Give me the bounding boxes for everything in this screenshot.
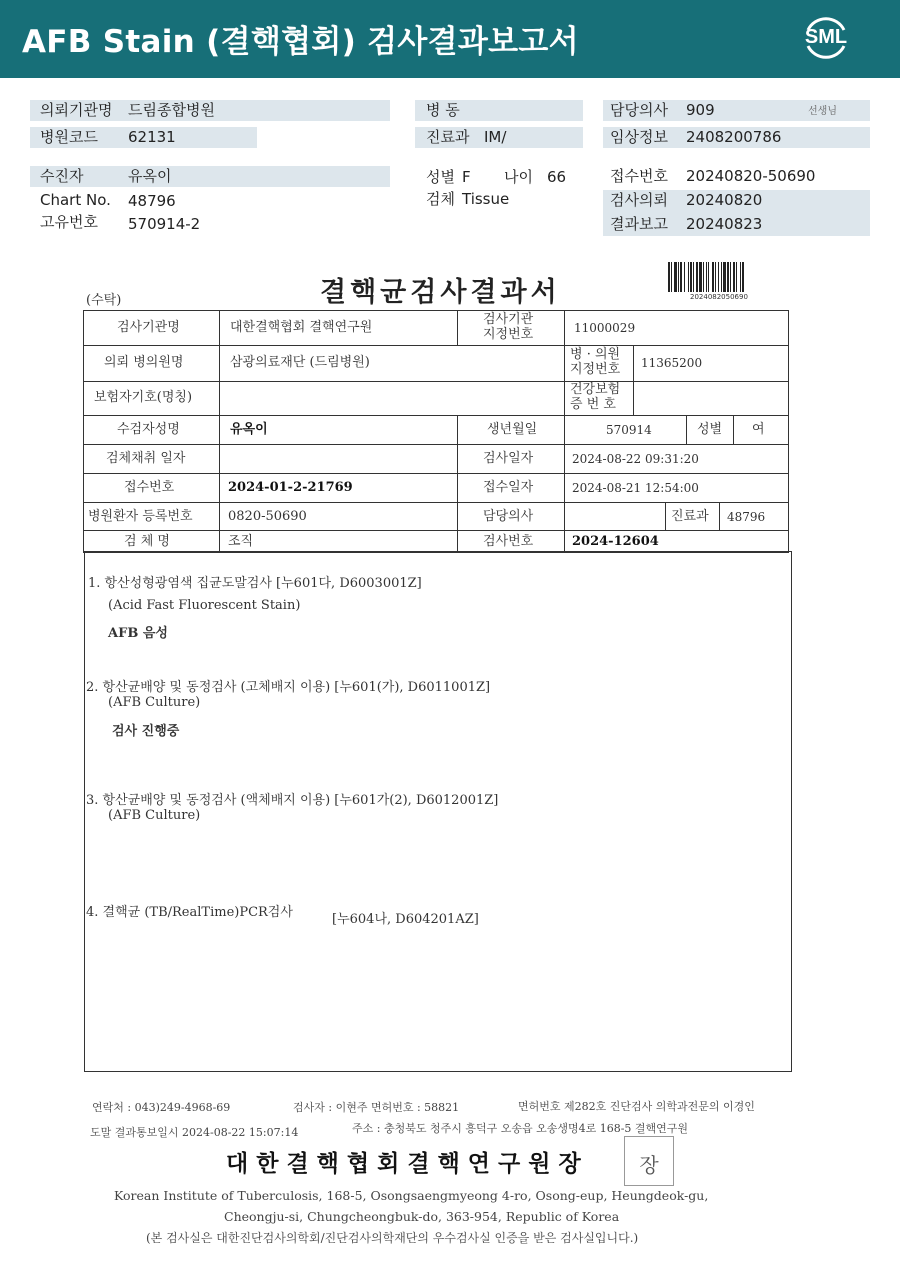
footer-cert: (본 검사실은 대한진단검사의학회/진단검사의학재단의 우수검사실 인증을 받은 검사실입니다.) [146,1231,639,1245]
r5-label2: 검사일자 [483,451,534,466]
test3-subtitle: (AFB Culture) [108,808,201,823]
sml-logo [800,12,852,64]
footer-address-en1: Korean Institute of Tuberculosis, 168-5, Osongsaengmyeong 4-ro, Osong-eup, Heungdeok-gu, [114,1188,709,1203]
org-label: 의뢰기관명 [40,101,113,119]
code-label: 병원코드 [40,128,98,146]
id-value: 570914-2 [128,215,201,233]
test1-result: AFB 음성 [108,626,168,641]
r5-label: 검체채취 일자 [106,451,186,466]
r4-value: 유옥이 [230,422,268,437]
r6-value: 2024-01-2-21769 [228,480,353,495]
r4-value3: 여 [752,422,765,437]
barcode-number: 2024082050690 [690,293,748,301]
test1-subtitle: (Acid Fast Fluorescent Stain) [108,598,301,613]
r8-label2: 검사번호 [483,534,534,549]
id-label: 고유번호 [40,213,98,231]
test4-code: [누604나, D604201AZ] [332,912,479,927]
r3-label2b: 증 번 호 [570,397,616,412]
age-value: 66 [547,168,567,186]
r1-label2a: 검사기관 [483,312,534,327]
footer-tester: 검사자 : 이현주 면허번호 : 58821 [293,1101,460,1114]
ward-label: 병 동 [426,101,460,119]
r8-value2: 2024-12604 [572,534,659,549]
logo-text: SML [804,26,848,48]
r2-label2b: 지정번호 [570,362,621,377]
clinical-label: 임상정보 [610,128,668,146]
r2-label2a: 병 · 의원 [570,347,621,362]
report-label: 결과보고 [610,215,668,233]
footer-address-kr: 주소 : 충청북도 청주시 흥덕구 오송읍 오송생명4로 168-5 결핵연구원 [352,1122,689,1135]
org-value: 드림종합병원 [128,101,215,119]
sex-label: 성별 [426,168,455,186]
patient-value: 유옥이 [128,167,172,185]
test3-title: 3. 항산균배양 및 동정검사 (액체배지 이용) [누601가(2), D6012001Z] [86,793,499,808]
r1-label2b: 지정번호 [483,327,534,342]
test1-title: 1. 항산성형광염색 집균도말검사 [누601다, D6003001Z] [88,576,422,591]
test2-subtitle: (AFB Culture) [108,695,201,710]
report-header [0,0,900,78]
official-seal [624,1136,674,1186]
r6-label: 접수번호 [124,480,175,495]
patient-label: 수진자 [40,167,84,185]
test4-title: 4. 결핵균 (TB/RealTime)PCR검사 [86,905,293,920]
r6-label2: 접수일자 [483,480,534,495]
r5-value2: 2024-08-22 09:31:20 [572,452,699,466]
receipt-value: 20240820-50690 [686,167,816,185]
dept-value: IM/ [484,128,507,146]
footer-institute: 대 한 결 핵 협 회 결 핵 연 구 원 장 [226,1150,581,1177]
r7-label: 병원환자 등록번호 [88,509,193,524]
doctor-suffix: 선생님 [808,106,837,117]
seal-text: 장 [639,1153,659,1177]
barcode [668,262,784,292]
r4-value2: 570914 [606,423,652,437]
test2-title: 2. 항산균배양 및 동정검사 (고체배지 이용) [누601(가), D6011001Z] [86,680,491,695]
r2-label: 의뢰 병의원명 [104,355,184,370]
test2-result: 검사 진행중 [112,724,180,739]
r3-label: 보험자기호(명칭) [94,390,193,405]
r7-label3: 진료과 [671,509,709,524]
dept-label: 진료과 [426,128,470,146]
r1-value: 대한결핵협회 결핵연구원 [230,320,373,335]
doctor-label: 담당의사 [610,101,668,119]
form-title: 결핵균검사결과서 [320,277,561,308]
clinical-value: 2408200786 [686,128,782,146]
consign-label: (수탁) [86,293,122,308]
report-title: AFB Stain (결핵협회) 검사결과보고서 [22,24,579,60]
r4-label3: 성별 [697,422,723,437]
sex-value: F [462,168,471,186]
footer-printed: 도말 결과통보일시 2024-08-22 15:07:14 [90,1126,299,1139]
footer-contact: 연락처 : 043)249-4968-69 [92,1101,231,1114]
r1-label: 검사기관명 [117,320,180,335]
request-label: 검사의뢰 [610,191,668,209]
r8-label: 검 체 명 [124,534,170,549]
r3-label2a: 건강보험 [570,382,621,397]
request-value: 20240820 [686,191,763,209]
specimen-label: 검체 [426,190,455,208]
r8-value: 조직 [228,534,254,549]
r7-label2: 담당의사 [483,509,534,524]
age-label: 나이 [504,168,533,186]
r7-value3: 48796 [727,510,766,524]
report-value: 20240823 [686,215,763,233]
r7-value: 0820-50690 [228,509,307,524]
r4-label2: 생년월일 [487,422,538,437]
receipt-label: 접수번호 [610,167,668,185]
specimen-value: Tissue [462,190,510,208]
r2-value: 삼광의료재단 (드림병원) [230,355,370,370]
chart-value: 48796 [128,192,176,210]
r2-value2: 11365200 [641,356,703,370]
chart-label: Chart No. [40,191,111,209]
code-value: 62131 [128,128,176,146]
r1-value2: 11000029 [574,321,636,335]
footer-license: 면허번호 제282호 진단검사 의학과전문의 이경인 [518,1100,755,1113]
footer-address-en2: Cheongju-si, Chungcheongbuk-do, 363-954, Republic of Korea [224,1209,620,1224]
r4-label: 수검자성명 [117,422,180,437]
r6-value2: 2024-08-21 12:54:00 [572,481,699,495]
doctor-value: 909 [686,101,715,119]
